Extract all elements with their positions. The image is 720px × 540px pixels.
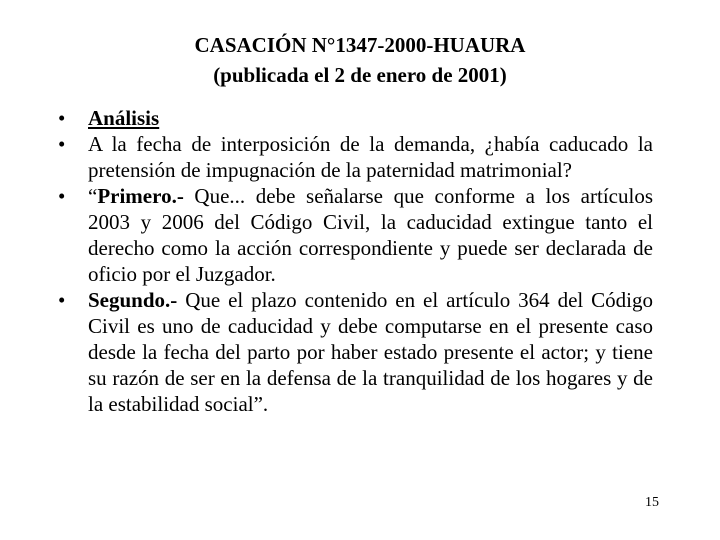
bullet-text-segundo: Que el plazo contenido en el artículo 364 del Código Civil es uno de caducidad y debe computarse en el presente caso desde la fecha del parto por haber estado presente el actor; y tiene su razón de ser en la defensa de la tranquilidad de los hogares y de la estabilidad social”. bbox=[88, 288, 653, 416]
bullet-item-segundo bbox=[58, 287, 653, 417]
bullet-open-quote: “ bbox=[88, 184, 98, 208]
bullet-glyph: • bbox=[58, 132, 66, 156]
bullet-heading-analisis: Análisis bbox=[88, 106, 160, 130]
slide-title-line-2: (publicada el 2 de enero de 2001) bbox=[213, 63, 507, 87]
bullet-heading-primero: Primero.- bbox=[97, 184, 184, 208]
bullet-text-primero: Que... debe señalarse que conforme a los artículos 2003 y 2006 del Código Civil, la caducidad extingue tanto el derecho como la acción correspondiente y puede ser declarada de oficio por el Juzgador. bbox=[88, 184, 653, 286]
bullet-glyph: • bbox=[58, 184, 66, 208]
page-number: 15 bbox=[645, 495, 659, 510]
bullet-text-question: A la fecha de interposición de la demanda, ¿había caducado la pretensión de impugnación de la paternidad matrimonial? bbox=[88, 132, 653, 182]
bullet-glyph: • bbox=[58, 288, 66, 312]
bullet-item-question bbox=[58, 131, 653, 183]
bullet-heading-segundo: Segundo.- bbox=[88, 288, 178, 312]
bullet-glyph: • bbox=[58, 106, 66, 130]
bullet-item-analisis bbox=[58, 105, 653, 131]
slide-title-line-1: CASACIÓN N°1347-2000-HUAURA bbox=[194, 33, 526, 57]
bullet-list bbox=[58, 105, 653, 417]
bullet-item-primero bbox=[58, 183, 653, 287]
slide-title bbox=[0, 30, 720, 90]
